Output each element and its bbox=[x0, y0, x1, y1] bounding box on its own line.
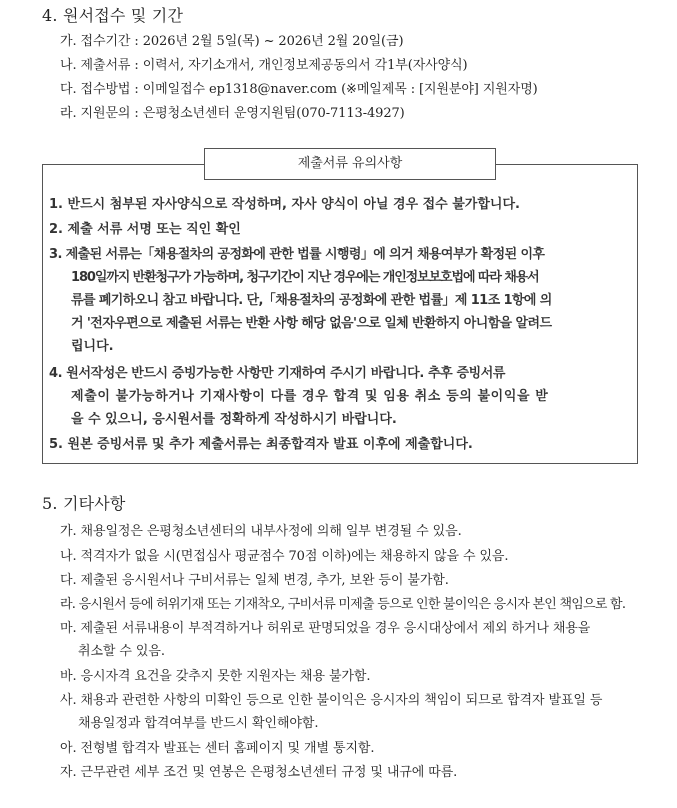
other-item-ma-cont: 취소할 수 있음. bbox=[78, 644, 165, 659]
notice-item-1: 1. 반드시 첨부된 자사양식으로 작성하며, 자사 양식이 아닐 경우 접수 불가합니다. bbox=[49, 197, 520, 212]
notice-section bbox=[42, 156, 638, 464]
other-item-a: 아. 전형별 합격자 발표는 센터 홈페이지 및 개별 통지함. bbox=[60, 741, 375, 756]
other-item-ja: 자. 근무관련 세부 조건 및 연봉은 은평청소년센터 규정 및 내규에 따름. bbox=[60, 765, 458, 780]
notice-item-3-cont: 180일까지 반환청구가 가능하며, 청구기간이 지난 경우에는 개인정보보호법에 따라 채용서 bbox=[71, 270, 539, 285]
notice-item-3-cont: 립니다. bbox=[71, 339, 114, 354]
section-5-title: 5. 기타사항 bbox=[42, 494, 126, 513]
notice-item-3-cont: 류를 폐기하오니 참고 바랍니다. 단,「채용절차의 공정화에 관한 법률」제 11조 1항에 의 bbox=[71, 293, 552, 308]
notice-item-4-cont: 제출이 불가능하거나 기재사항이 다를 경우 합격 및 임용 취소 등의 불이익을 받 bbox=[71, 389, 549, 404]
other-item-sa: 사. 채용과 관련한 사항의 미확인 등으로 인한 불이익은 응시자의 책임이 되므로 합격자 발표일 등 bbox=[60, 693, 603, 708]
notice-box bbox=[42, 164, 638, 464]
other-item-ba: 바. 응시자격 요건을 갖추지 못한 지원자는 채용 불가함. bbox=[60, 669, 371, 684]
notice-item-3: 3. 제출된 서류는「채용절차의 공정화에 관한 법률 시행령」에 의거 채용여부가 확정된 이후 bbox=[49, 247, 545, 262]
section-4-title: 4. 원서접수 및 기간 bbox=[42, 6, 184, 25]
other-item-ga: 가. 채용일정은 은평청소년센터의 내부사정에 의해 일부 변경될 수 있음. bbox=[60, 524, 462, 539]
notice-item-3-cont: 거 '전자우편으로 제출된 서류는 반환 사항 해당 없음'으로 일체 반환하지 아니함을 알려드 bbox=[71, 316, 552, 331]
notice-item-5: 5. 원본 증빙서류 및 추가 제출서류는 최종합격자 발표 이후에 제출합니다. bbox=[49, 437, 473, 452]
other-item-da: 다. 제출된 응시원서나 구비서류는 일체 변경, 추가, 보완 등이 불가함. bbox=[60, 573, 449, 588]
notice-title: 제출서류 유의사항 bbox=[204, 148, 496, 180]
other-item-ma: 마. 제출된 서류내용이 부적격하거나 허위로 판명되었을 경우 응시대상에서 제외 하거나 채용을 bbox=[60, 621, 591, 636]
other-item-na: 나. 적격자가 없을 시(면접심사 평균점수 70점 이하)에는 채용하지 않을 수 있음. bbox=[60, 549, 509, 564]
application-method: 다. 접수방법 : 이메일접수 ep1318@naver.com (※메일제목 : [지원분야] 지원자명) bbox=[60, 82, 538, 97]
notice-item-2: 2. 제출 서류 서명 또는 직인 확인 bbox=[49, 222, 241, 237]
other-item-sa-cont: 채용일정과 합격여부를 반드시 확인해야함. bbox=[78, 716, 319, 731]
notice-item-4: 4. 원서작성은 반드시 증빙가능한 사항만 기재하여 주시기 바랍니다. 추후 증빙서류 bbox=[49, 366, 506, 381]
required-documents: 나. 제출서류 : 이력서, 자기소개서, 개인정보제공동의서 각1부(자사양식) bbox=[60, 58, 468, 73]
other-item-ra: 라. 응시원서 등에 허위기재 또는 기재착오, 구비서류 미제출 등으로 인한 불이익은 응시자 본인 책임으로 함. bbox=[60, 597, 626, 612]
inquiry-contact: 라. 지원문의 : 은평청소년센터 운영지원팀(070-7113-4927) bbox=[60, 106, 405, 121]
notice-item-4-cont: 을 수 있으니, 응시원서를 정확하게 작성하시기 바랍니다. bbox=[71, 412, 397, 427]
application-period: 가. 접수기간 : 2026년 2월 5일(목) ~ 2026년 2월 20일(금) bbox=[60, 34, 404, 49]
